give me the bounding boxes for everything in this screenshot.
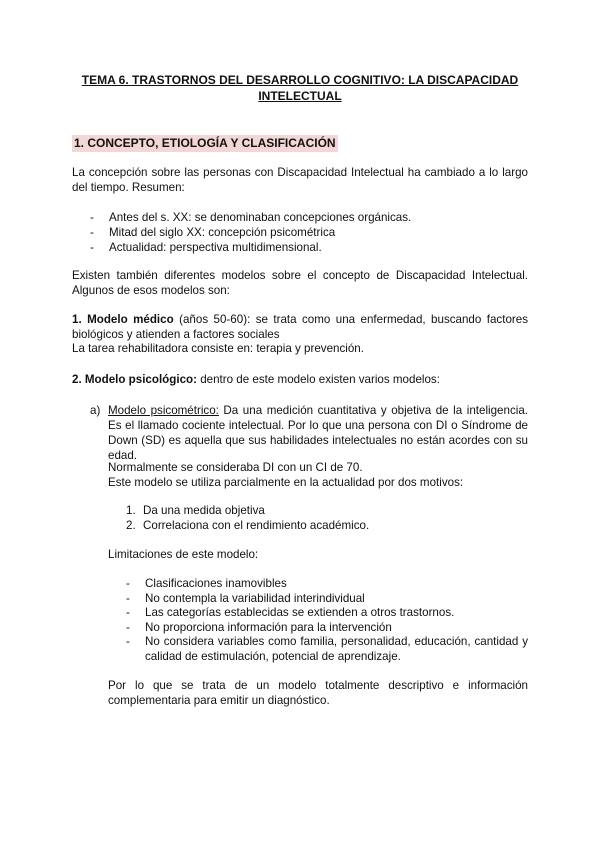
bullet-dash: -: [90, 241, 94, 254]
list-number: 1.: [126, 504, 136, 517]
section-heading: 1. CONCEPTO, ETIOLOGÍA Y CLASIFICACIÓN: [74, 136, 336, 150]
list-item-text: Correlaciona con el rendimiento académico.: [143, 519, 370, 532]
models-intro-paragraph: Existen también diferentes modelos sobre el concepto de Discapacidad Intelectual. Algunos de esos modelos son:: [72, 269, 528, 297]
bullet-dash: -: [126, 592, 130, 605]
list-item-text: No proporciona información para la intervención: [145, 621, 392, 634]
model-medico-label: 1. Modelo médico: [72, 313, 174, 326]
psicometrico-paragraph: [108, 403, 528, 463]
model-medico-line2: La tarea rehabilitadora consiste en: terapia y prevención.: [72, 342, 364, 355]
list-item-text: No considera variables como familia, personalidad, educación, cantidad y calidad de estimulación, potencial de aprendizaje.: [145, 635, 528, 663]
psicometrico-text: Da una medición cuantitativa y objetiva de la inteligencia. Es el llamado cociente intelectual. Por lo que una persona con DI o Síndrome de Down (SD) es aquella que sus habilidades intelectuales no están acordes con su edad.: [108, 404, 528, 462]
bullet-dash: -: [126, 635, 130, 648]
bullet-dash: -: [126, 621, 130, 634]
sub-item-marker: a): [90, 404, 101, 417]
model-psicologico-text: dentro de este modelo existen varios modelos:: [196, 373, 440, 386]
conclusion-paragraph: Por lo que se trata de un modelo totalmente descriptivo e información complementaria para emitir un diagnóstico.: [108, 679, 528, 707]
psicometrico-label: Modelo psicométrico:: [108, 404, 219, 417]
intro-paragraph: La concepción sobre las personas con Discapacidad Intelectual ha cambiado a lo largo del tiempo. Resumen:: [72, 166, 528, 194]
limitations-title: Limitaciones de este modelo:: [108, 548, 259, 561]
document-title: TEMA 6. TRASTORNOS DEL DESARROLLO COGNITIVO: LA DISCAPACIDAD INTELECTUAL: [81, 73, 519, 103]
model-psicologico-paragraph: [72, 372, 528, 387]
bullet-dash: -: [126, 577, 130, 590]
bullet-dash: -: [126, 606, 130, 619]
list-item-text: Clasificaciones inamovibles: [145, 577, 287, 590]
list-item-text: Actualidad: perspectiva multidimensional.: [109, 241, 322, 254]
list-item-text: Da una medida objetiva: [143, 504, 265, 517]
bullet-dash: -: [90, 226, 94, 239]
model-medico-paragraph: [72, 312, 528, 342]
list-item-text: Las categorías establecidas se extienden a otros trastornos.: [145, 606, 455, 619]
partial-use-line: Este modelo se utiliza parcialmente en la actualidad por dos motivos:: [108, 476, 464, 489]
model-medico-text: (años 50-60): se trata como una enfermedad, buscando factores biológicos y atienden a factores sociales: [72, 313, 528, 341]
bullet-dash: -: [90, 211, 94, 224]
list-number: 2.: [126, 519, 136, 532]
list-item-text: No contempla la variabilidad interindividual: [145, 592, 365, 605]
ci-line: Normalmente se consideraba DI con un CI de 70.: [108, 461, 363, 474]
list-item-text: Antes del s. XX: se denominaban concepciones orgánicas.: [109, 211, 412, 224]
list-item-text: Mitad del siglo XX: concepción psicométrica: [109, 226, 336, 239]
model-psicologico-label: 2. Modelo psicológico:: [72, 373, 197, 386]
